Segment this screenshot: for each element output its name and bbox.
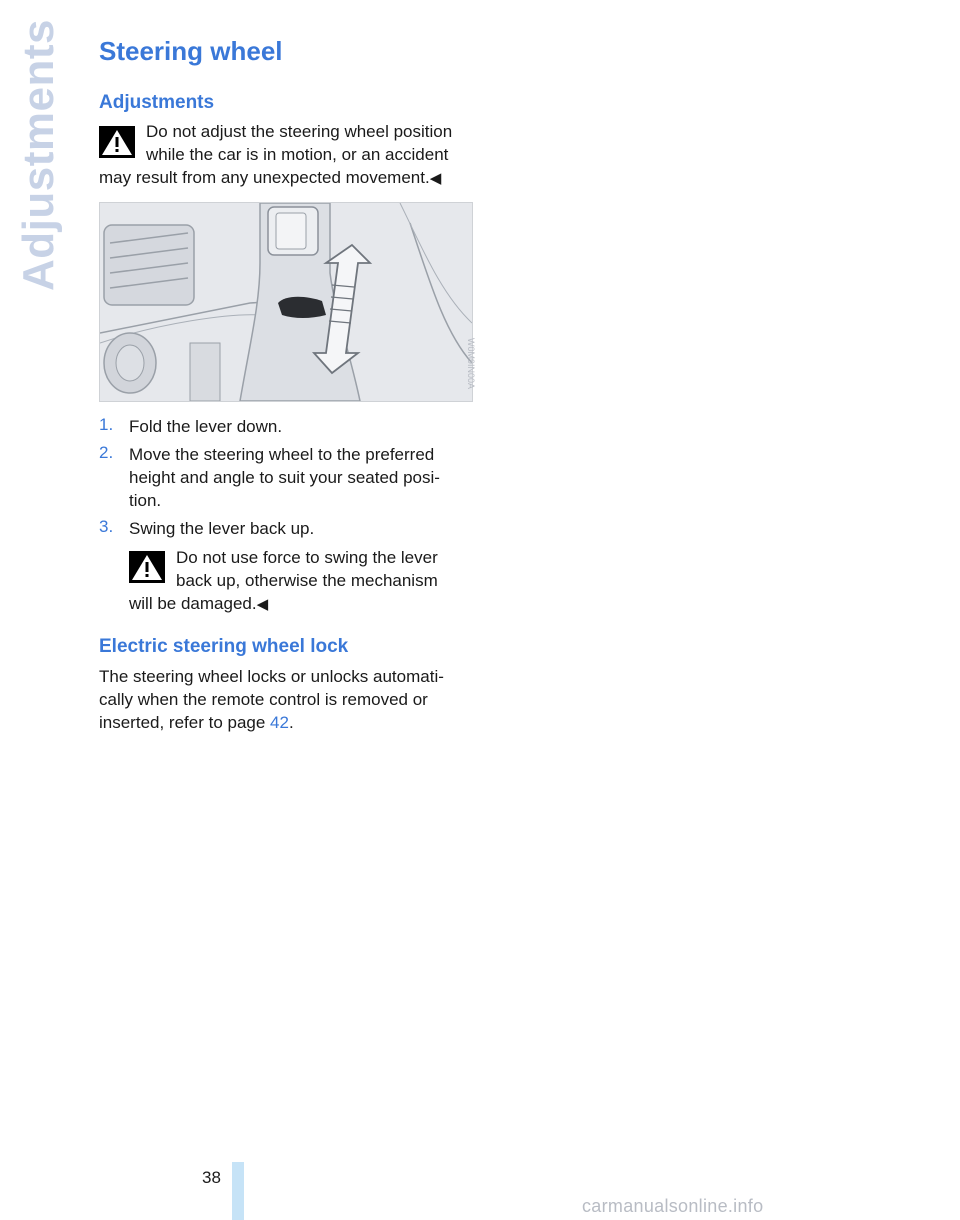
- step-text: Fold the lever down.: [129, 417, 283, 436]
- step-number: 1.: [99, 415, 114, 434]
- steering-lock-line2: cally when the remote control is removed or: [99, 690, 428, 709]
- warning-icon: [99, 126, 135, 158]
- steering-lock-line1: The steering wheel locks or unlocks automati-: [99, 667, 444, 686]
- step3-warning-line2: back up, otherwise the mechanism: [176, 571, 438, 590]
- step-number: 3.: [99, 517, 114, 536]
- steering-column-illustration: [99, 202, 473, 402]
- end-mark: ◀: [256, 596, 269, 613]
- step-text: Swing the lever back up.: [129, 519, 315, 538]
- step3-warning-line1: Do not use force to swing the lever: [176, 548, 438, 567]
- steering-lever-illustration: [100, 203, 472, 401]
- steering-lock-line3: inserted, refer to page 42.: [99, 713, 294, 732]
- side-tab-label: Adjustments: [14, 19, 63, 291]
- image-code: W0M9IN00A: [466, 338, 476, 390]
- step-text: height and angle to suit your seated posi-: [129, 468, 440, 487]
- page-number-bar: [232, 1162, 244, 1220]
- watermark: carmanualsonline.info: [582, 1196, 764, 1216]
- step3-warning-line3: will be damaged.◀: [129, 594, 269, 613]
- adjustments-heading: Adjustments: [99, 92, 215, 113]
- page-reference-link[interactable]: 42: [270, 713, 289, 732]
- warning-icon: [129, 551, 165, 583]
- adjustments-warning-line2: while the car is in motion, or an accident: [146, 145, 449, 164]
- page-number: 38: [202, 1168, 221, 1187]
- adjustments-warning-line1: Do not adjust the steering wheel position: [146, 122, 453, 141]
- step-text: Move the steering wheel to the preferred: [129, 445, 435, 464]
- adjustments-warning-line3: may result from any unexpected movement.◀: [99, 168, 442, 187]
- page-title: Steering wheel: [99, 36, 283, 66]
- step-text: tion.: [129, 491, 162, 510]
- end-mark: ◀: [429, 170, 442, 187]
- steering-lock-heading: Electric steering wheel lock: [99, 636, 349, 657]
- step-number: 2.: [99, 443, 114, 462]
- side-tab: [14, 19, 64, 291]
